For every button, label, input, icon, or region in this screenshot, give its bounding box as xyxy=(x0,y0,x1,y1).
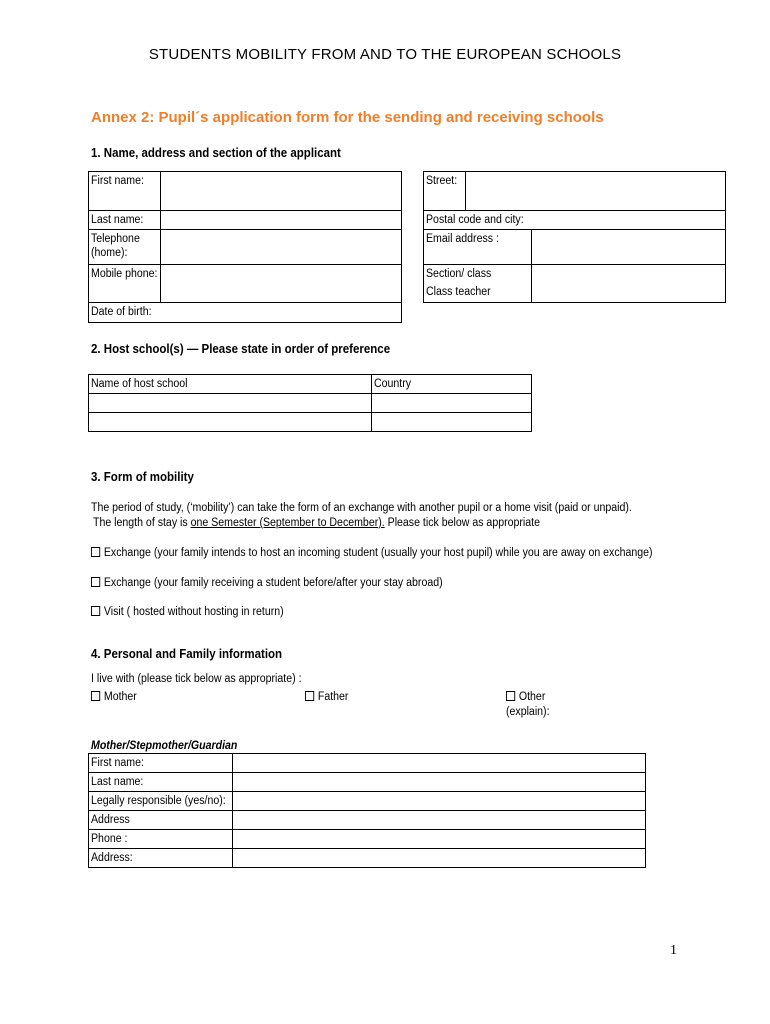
checkbox[interactable] xyxy=(91,691,100,701)
date-of-birth-label: Date of birth: xyxy=(91,306,152,318)
section1-heading: 1. Name, address and section of the applicant xyxy=(91,146,341,160)
date-of-birth-field[interactable] xyxy=(89,303,402,323)
mobility-option-visit[interactable]: Visit ( hosted without hosting in return) xyxy=(91,606,284,618)
other-explain-label: (explain): xyxy=(506,706,550,718)
first-name-label: First name: xyxy=(91,175,144,187)
mother-first-name-label: First name: xyxy=(91,757,144,769)
mother-section-heading: Mother/Stepmother/Guardian xyxy=(91,740,238,752)
country-field[interactable] xyxy=(372,394,532,413)
class-teacher-label: Class teacher xyxy=(426,286,491,298)
mother-last-name-field[interactable] xyxy=(233,773,646,792)
checkbox[interactable] xyxy=(91,606,100,616)
telephone-label: Telephone xyxy=(91,233,140,245)
mobile-phone-field[interactable] xyxy=(161,265,402,303)
street-label: Street: xyxy=(426,175,458,187)
postal-code-field[interactable] xyxy=(424,211,726,230)
live-with-other-option[interactable]: Other xyxy=(506,691,545,703)
mother-legal-field[interactable] xyxy=(233,792,646,811)
document-title: STUDENTS MOBILITY FROM AND TO THE EUROPEAN SCHOOLS xyxy=(148,46,622,63)
checkbox[interactable] xyxy=(305,691,314,701)
section2-heading: 2. Host school(s) — Please state in order of preference xyxy=(91,342,391,356)
checkbox[interactable] xyxy=(91,577,100,587)
stay-length-underlined: one Semester (September to December). xyxy=(190,517,385,529)
section4-heading: 4. Personal and Family information xyxy=(91,647,283,661)
mother-last-name-label: Last name: xyxy=(91,776,144,788)
mobility-description: The period of study, (‘mobility’) can take the form of an exchange with another pupil or a home visit (paid or unpaid). xyxy=(91,502,632,514)
first-name-field[interactable] xyxy=(161,172,402,211)
street-field[interactable] xyxy=(466,172,726,211)
country-header: Country xyxy=(372,375,532,394)
host-school-header: Name of host school xyxy=(89,375,372,394)
live-with-intro: I live with (please tick below as appropriate) : xyxy=(91,673,302,685)
mobility-option-exchange-hosting[interactable]: Exchange (your family intends to host an incoming student (usually your host pupil) while you are away on exchange) xyxy=(91,547,653,559)
country-field[interactable] xyxy=(372,413,532,432)
applicant-address-table xyxy=(423,171,726,303)
section-class-field[interactable] xyxy=(532,265,726,303)
mother-address-field[interactable] xyxy=(233,811,646,830)
live-with-mother-option[interactable]: Mother xyxy=(91,691,137,703)
mother-address2-label: Address: xyxy=(91,852,133,864)
page-number: 1 xyxy=(670,943,677,958)
mother-legal-label: Legally responsible (yes/no): xyxy=(91,795,226,807)
email-label: Email address : xyxy=(426,233,499,245)
host-school-field[interactable] xyxy=(89,413,372,432)
telephone-field[interactable] xyxy=(161,230,402,265)
stay-length-text: The length of stay is one Semester (September to December). Please tick below as appropriate xyxy=(93,517,540,529)
mobility-option-exchange-receiving[interactable]: Exchange (your family receiving a student before/after your stay abroad) xyxy=(91,577,443,589)
mother-address-label: Address xyxy=(91,814,130,826)
last-name-label: Last name: xyxy=(91,214,144,226)
mobile-phone-label: Mobile phone: xyxy=(91,268,158,280)
telephone-home-label: (home): xyxy=(91,247,128,259)
checkbox[interactable] xyxy=(91,547,100,557)
last-name-field[interactable] xyxy=(161,211,402,230)
email-field[interactable] xyxy=(532,230,726,265)
mother-phone-field[interactable] xyxy=(233,830,646,849)
mother-first-name-field[interactable] xyxy=(233,754,646,773)
section-class-label: Section/ class xyxy=(426,268,492,280)
mother-info-table xyxy=(88,753,646,868)
mother-phone-label: Phone : xyxy=(91,833,128,845)
annex-title: Annex 2: Pupil´s application form for the sending and receiving schools xyxy=(91,109,604,126)
applicant-personal-table xyxy=(88,171,402,323)
live-with-father-option[interactable]: Father xyxy=(305,691,348,703)
section3-heading: 3. Form of mobility xyxy=(91,470,194,484)
mother-address2-field[interactable] xyxy=(233,849,646,868)
postal-code-label: Postal code and city: xyxy=(426,214,524,226)
host-school-table xyxy=(88,374,532,432)
checkbox[interactable] xyxy=(506,691,515,701)
host-school-field[interactable] xyxy=(89,394,372,413)
